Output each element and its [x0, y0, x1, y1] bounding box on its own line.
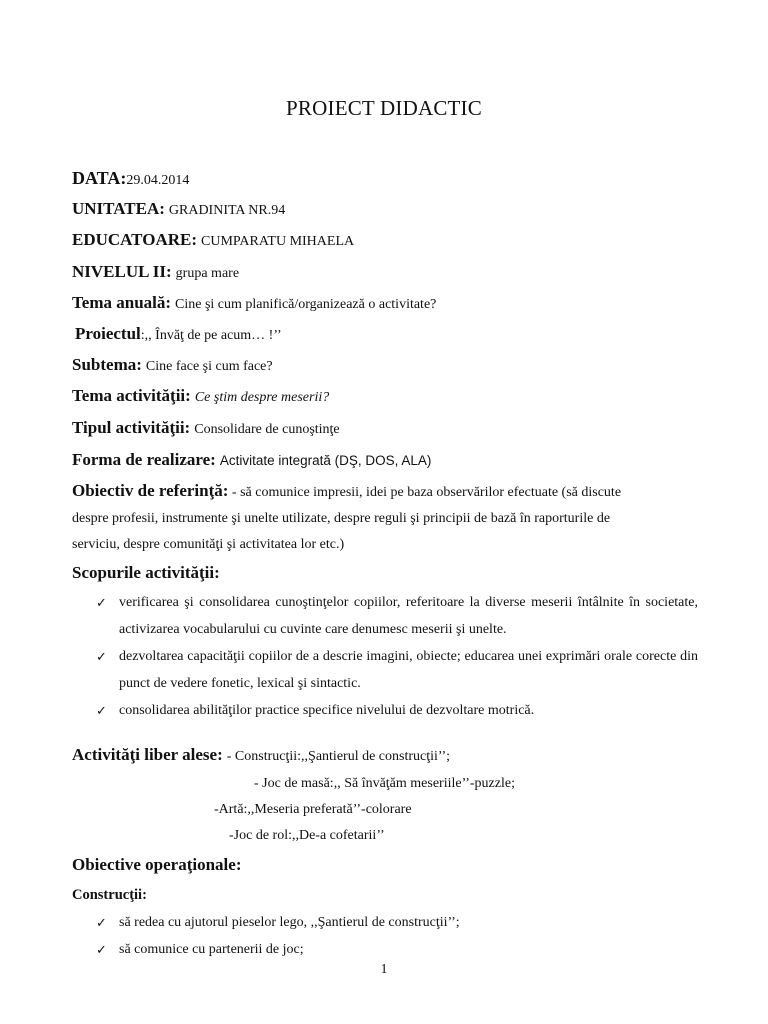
- scopuri-item-text: consolidarea abilităţilor practice specifice nivelului de dezvoltare motrică.: [119, 703, 535, 718]
- field-tema-activitatii: [72, 386, 329, 406]
- nivel-value: grupa mare: [175, 266, 240, 281]
- tipul-value: Consolidare de cunoştinţe: [194, 422, 340, 437]
- scopuri-item-text: dezvoltarea capacităţii copiilor de a descrie imagini, obiecte; educarea unei exprimări orale corecte din punct de vedere fonetic, lexical şi sintactic.: [119, 649, 698, 691]
- obiective-op-heading-line: [72, 855, 242, 875]
- data-label: DATA:: [72, 168, 127, 188]
- obiectiv-line1: - să comunice impresii, idei pe baza observărilor efectuate (să discute: [231, 485, 622, 500]
- field-forma: [72, 450, 431, 470]
- tipul-label: Tipul activităţii:: [72, 418, 191, 437]
- checkmark-icon: ✓: [96, 595, 107, 610]
- ala-item-3: -Artă:,,Meseria preferată’’-colorare: [214, 802, 412, 817]
- obiectiv-label: Obiectiv de referinţă:: [72, 481, 229, 500]
- subtema-value: Cine face şi cum face?: [145, 359, 273, 374]
- obiective-op-heading: Obiective operaţionale:: [72, 855, 242, 874]
- ala-item-4: -Joc de rol:,,De-a cofetarii’’: [229, 828, 385, 843]
- proiectul-label: Proiectul: [75, 324, 141, 343]
- page-number: 1: [380, 962, 388, 977]
- checkmark-icon: ✓: [96, 703, 107, 718]
- field-data: [72, 168, 189, 189]
- field-subtema: [72, 355, 273, 375]
- scopuri-heading-line: [72, 563, 220, 583]
- checkmark-icon: ✓: [96, 942, 107, 957]
- tema-anuala-label: Tema anuală:: [72, 293, 172, 312]
- ala-line1: [72, 745, 450, 765]
- scopuri-item-text: verificarea şi consolidarea cunoştinţelor copiilor, referitoare la diverse meserii întâlnite în societate, activizarea vocabularului cu cuvinte care denumesc meserii şi unelte.: [119, 595, 698, 637]
- tema-activitatii-label: Tema activităţii:: [72, 386, 191, 405]
- checkmark-icon: ✓: [96, 915, 107, 930]
- forma-value: Activitate integrată (DŞ, DOS, ALA): [219, 453, 432, 468]
- scopuri-item: [96, 697, 698, 724]
- educatoare-label: EDUCATOARE:: [72, 230, 197, 249]
- field-nivel: [72, 262, 239, 282]
- scopuri-item: [96, 643, 698, 697]
- unitatea-label: UNITATEA:: [72, 199, 165, 218]
- unitatea-value: GRADINITA NR.94: [168, 203, 286, 218]
- tema-anuala-value: Cine şi cum planifică/organizează o activitate?: [175, 297, 437, 312]
- scopuri-item: [96, 589, 698, 643]
- scopuri-heading: Scopurile activităţii:: [72, 563, 220, 582]
- field-tema-anuala: [72, 293, 436, 313]
- obiective-op-item: [96, 936, 698, 963]
- subtema-label: Subtema:: [72, 355, 142, 374]
- document-title: PROIECT DIDACTIC: [286, 96, 482, 120]
- obiectiv-line3: serviciu, despre comunităţi şi activitatea lor etc.): [72, 537, 345, 552]
- data-value: 29.04.2014: [126, 173, 190, 188]
- obiective-op-item-text: să comunice cu partenerii de joc;: [119, 942, 304, 957]
- obiectiv-line2: despre profesii, instrumente şi unelte utilizate, despre reguli şi principii de bază în raporturile de: [72, 511, 611, 526]
- constructii-subheading-line: [72, 886, 147, 904]
- ala-item-2: - Joc de masă:,, Să învăţăm meseriile’’-puzzle;: [254, 776, 515, 791]
- obiective-op-item: [96, 909, 698, 936]
- field-tipul: [72, 418, 340, 438]
- ala-label: Activităţi liber alese:: [72, 745, 223, 764]
- educatoare-value: CUMPARATU MIHAELA: [201, 234, 355, 249]
- checkmark-icon: ✓: [96, 649, 107, 664]
- forma-label: Forma de realizare:: [72, 450, 216, 469]
- field-proiectul: [75, 324, 282, 344]
- obiectiv-paragraph: [72, 478, 698, 558]
- field-educatoare: [72, 230, 354, 250]
- tema-activitatii-value: Ce ştim despre meserii?: [194, 390, 330, 405]
- obiective-op-item-text: să redea cu ajutorul pieselor lego, ,,Şantierul de construcţii’’;: [119, 915, 460, 930]
- proiectul-value: :,, Învăţ de pe acum… !’’: [140, 328, 282, 343]
- constructii-subheading: Construcţii:: [72, 887, 147, 903]
- nivel-label: NIVELUL II:: [72, 262, 172, 281]
- field-unitatea: [72, 199, 285, 219]
- ala-item-1: - Construcţii:,,Şantierul de construcţii’’;: [226, 749, 451, 764]
